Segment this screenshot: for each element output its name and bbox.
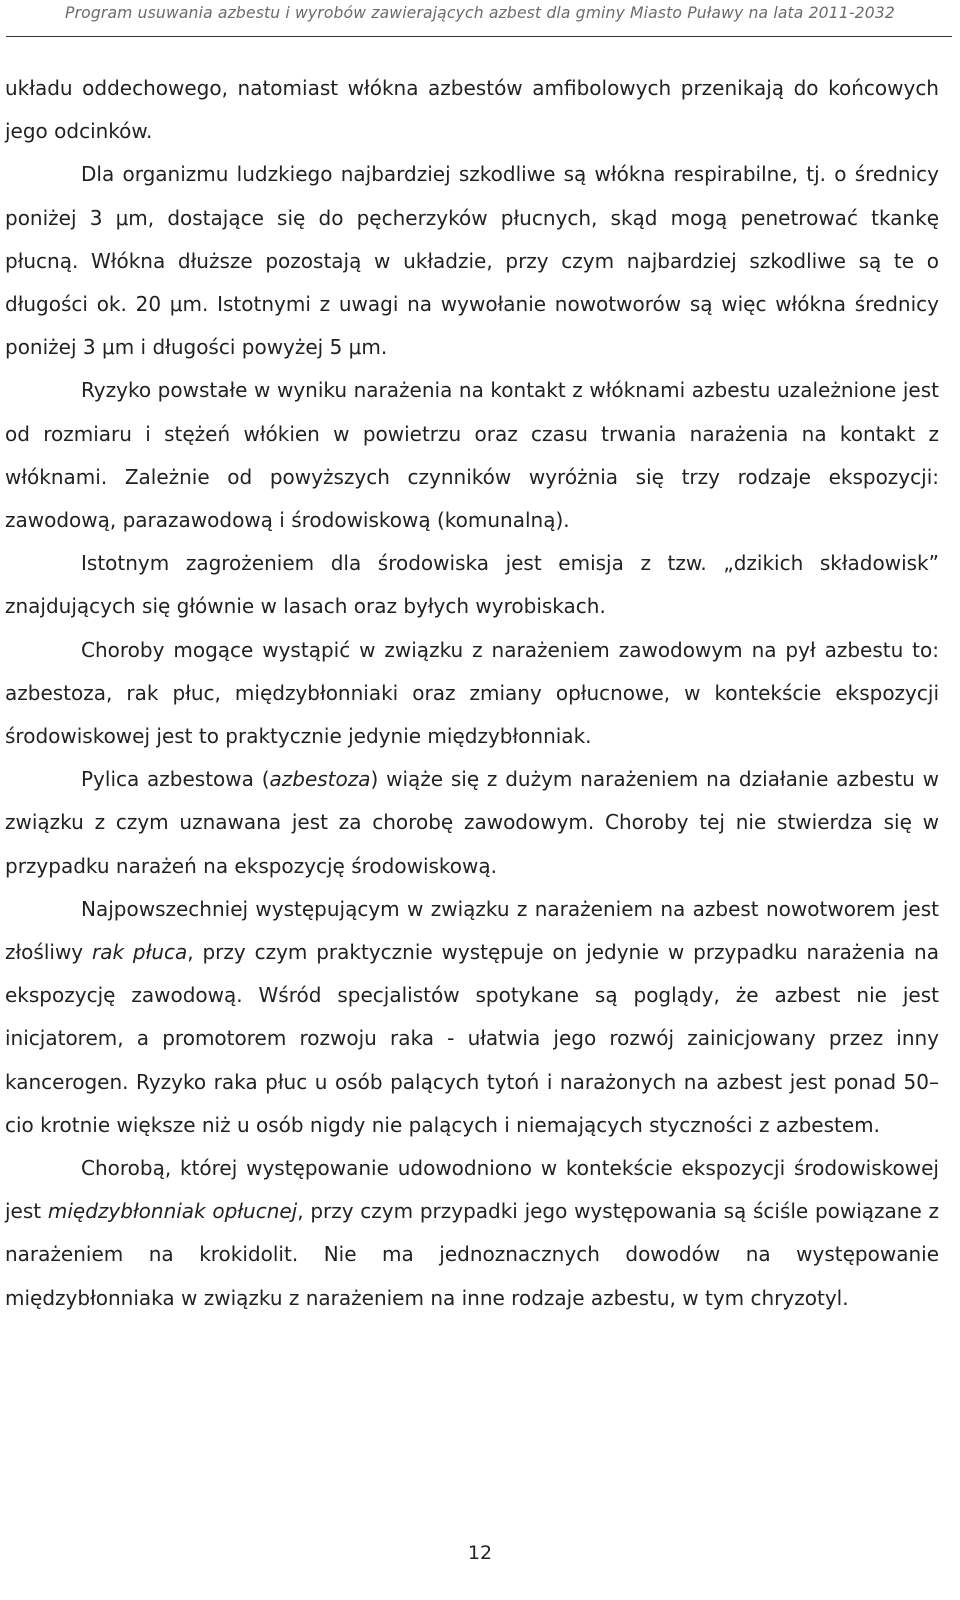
paragraph	[5, 369, 939, 542]
paragraph	[5, 67, 939, 153]
text-run: Chorobą, której występowanie udowodniono w kontekście ekspozycji środowiskowej jest	[5, 1156, 939, 1224]
text-run: , przy czym praktycznie występuje on jedynie w przypadku narażenia na ekspozycję zawodową. Wśród specjalistów spotykane są poglądy, że azbest nie jest inicjatorem, a promotorem rozwoju raka - ułatwia jego rozwój zainicjowany przez inny kancerogen. Ryzyko raka płuc u osób palących tytoń i narażonych na azbest jest ponad 50–cio krotnie większe niż u osób nigdy nie palących i niemających styczności z azbestem.	[5, 940, 939, 1137]
page-number: 12	[467, 1542, 493, 1564]
paragraph	[5, 542, 939, 628]
paragraph	[5, 1147, 939, 1320]
body-text	[5, 67, 939, 1320]
italic-term: rak płuca	[92, 940, 188, 965]
header-rule	[6, 36, 952, 37]
text-run: , przy czym przypadki jego występowania są ściśle powiązane z narażeniem na krokidolit. Nie ma jednoznacznych dowodów na występowanie międzybłonniaka w związku z narażeniem na inne rodzaje azbestu, w tym chryzotyl.	[5, 1199, 939, 1310]
text-run: układu oddechowego, natomiast włókna azbestów amfibolowych przenikają do końcowych jego odcinków.	[5, 76, 939, 144]
running-header: Program usuwania azbestu i wyrobów zawierających azbest dla gminy Miasto Puławy na lata 2011-2032	[65, 4, 895, 22]
text-run: Pylica azbestowa (	[81, 767, 270, 792]
text-run: Istotnym zagrożeniem dla środowiska jest emisja z tzw. „dzikich składowisk” znajdujących się głównie w lasach oraz byłych wyrobiskach.	[5, 551, 939, 619]
italic-term: azbestoza	[269, 767, 371, 792]
text-run: Choroby mogące wystąpić w związku z narażeniem zawodowym na pył azbestu to: azbestoza, rak płuc, międzybłonniaki oraz zmiany opłucnowe, w kontekście ekspozycji środowiskowej jest to praktycznie jedynie międzybłonniak.	[5, 637, 939, 749]
paragraph	[5, 888, 939, 1147]
paragraph	[5, 153, 939, 369]
text-run: Ryzyko powstałe w wyniku narażenia na kontakt z włóknami azbestu uzależnione jest od rozmiaru i stężeń włókien w powietrzu oraz czasu trwania narażenia na kontakt z włóknami. Zależnie od powyższych czynników wyróżnia się trzy rodzaje ekspozycji: zawodową, parazawodową i środowiskową (komunalną).	[5, 378, 939, 533]
paragraph	[5, 629, 939, 759]
italic-term: międzybłonniak opłucnej	[47, 1199, 298, 1224]
paragraph	[5, 758, 939, 888]
text-run: Dla organizmu ludzkiego najbardziej szkodliwe są włókna respirabilne, tj. o średnicy poniżej 3 μm, dostające się do pęcherzyków płucnych, skąd mogą penetrować tkankę płucną. Włókna dłuższe pozostają w układzie, przy czym najbardziej szkodliwe są te o długości ok. 20 μm. Istotnymi z uwagi na wywołanie nowotworów są więc włókna średnicy poniżej 3 μm i długości powyżej 5 μm.	[5, 162, 939, 360]
text-run: Najpowszechniej występującym w związku z narażeniem na azbest nowotworem jest złośliwy	[5, 896, 939, 965]
text-run: ) wiąże się z dużym narażeniem na działanie azbestu w związku z czym uznawana jest za chorobę zawodowym. Choroby tej nie stwierdza się w przypadku narażeń na ekspozycję środowiskową.	[5, 767, 939, 878]
